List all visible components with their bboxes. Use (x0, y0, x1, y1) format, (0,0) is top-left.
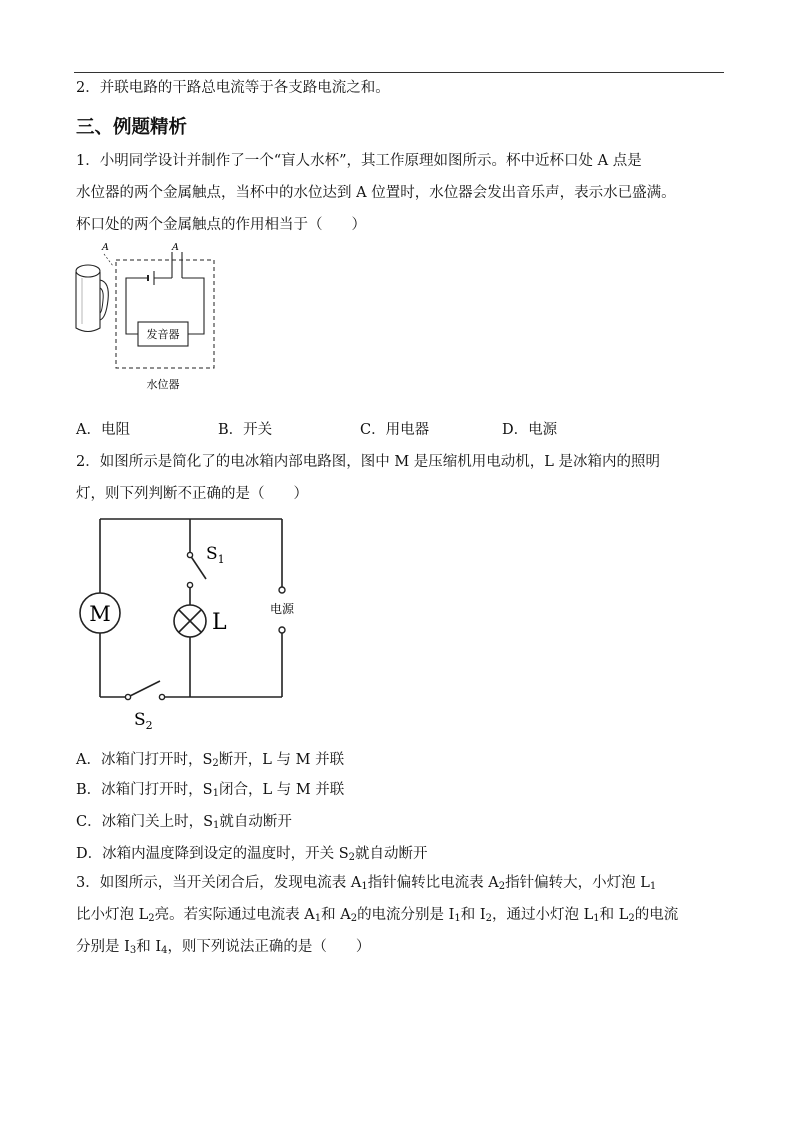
section-heading: 三、例题精析 (76, 117, 188, 138)
q1-line-3: 杯口处的两个金属触点的作用相当于（ ） (76, 217, 366, 233)
q2-option-b[interactable]: B．冰箱门打开时，$S_1$闭合，L 与 M 并联 (76, 782, 345, 799)
s2-label: $S_2$ (134, 710, 153, 732)
lamp-label: L (212, 610, 227, 635)
label-a-top: A (172, 242, 179, 253)
q1-option-b[interactable]: B．开关 (218, 422, 273, 438)
q3-line-3: 分别是 $I_3$和 $I_4$，则下列说法正确的是（ ） (76, 939, 371, 956)
q2-option-a[interactable]: A．冰箱门打开时，$S_2$断开，L 与 M 并联 (76, 752, 345, 769)
q1-figure (68, 238, 228, 398)
label-a-left: A (102, 242, 109, 253)
sounder-label: 发音器 (146, 328, 180, 341)
q2-option-d[interactable]: D．冰箱内温度降到设定的温度时，开关 $S_2$就自动断开 (76, 846, 428, 863)
q2-circuit-figure (70, 505, 310, 735)
q2-option-c[interactable]: C．冰箱门关上时，$S_1$就自动断开 (76, 814, 292, 831)
top-rule (74, 72, 724, 73)
q3-line-2: 比小灯泡 $L_2$亮。若实际通过电流表 $A_1$和 $A_2$的电流分别是 $I_1$和 $I_2$，通过小灯泡 $L_1$和 $L_2$的电流 (76, 907, 679, 924)
q1-line-2: 水位器的两个金属触点，当杯中的水位达到 A 位置时，水位器会发出音乐声，表示水已盛满。 (76, 185, 676, 201)
lamp-symbol (174, 605, 206, 637)
cup-illustration (76, 265, 108, 332)
s1-label: $S_1$ (206, 544, 225, 566)
q1-line-1: 1．小明同学设计并制作了一个“盲人水杯”，其工作原理如图所示。杯中近杯口处 A 点是 (76, 153, 642, 169)
figure-caption: 水位器 (146, 378, 180, 391)
intro-line: 2．并联电路的干路总电流等于各支路电流之和。 (76, 80, 390, 96)
q2-line-2: 灯，则下列判断不正确的是（ ） (76, 486, 308, 502)
motor-label: M (89, 602, 111, 626)
q1-option-a[interactable]: A．电阻 (76, 422, 130, 438)
q1-option-c[interactable]: C．用电器 (360, 422, 430, 438)
source-label: 电源 (269, 602, 295, 616)
source-terminal-bottom (279, 627, 285, 633)
q3-line-1: 3．如图所示，当开关闭合后，发现电流表 $A_1$指针偏转比电流表 $A_2$指针偏转大，小灯泡 $L_1$ (76, 875, 657, 892)
q2-line-1: 2．如图所示是简化了的电冰箱内部电路图，图中 M 是压缩机用电动机，L 是冰箱内的照明 (76, 454, 661, 470)
source-terminal-top (279, 587, 285, 593)
q1-option-d[interactable]: D．电源 (502, 422, 558, 438)
